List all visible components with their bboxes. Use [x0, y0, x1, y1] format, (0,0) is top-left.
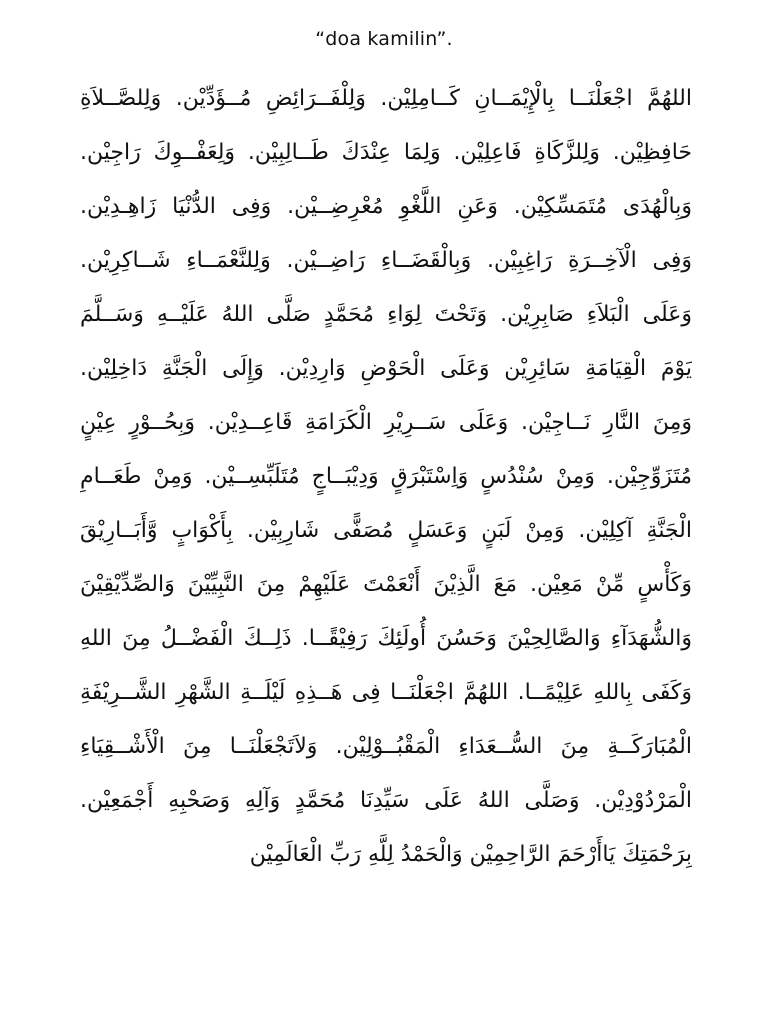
- text-line: اللهُمَّ اجْعَلْنَــا بِالْإِيْمَــانِ كَــامِلِيْن. وَلِلْفَــرَائِضِ مُــؤَدِّيْن. وَلِلصَّــلاَةِ: [80, 86, 692, 111]
- text-line: مُتَزَوِّجِيْن. وَمِنْ سُنْدُسٍ وَاِسْتَبْرَقٍ وَدِيْبَــاجٍ مُتَلَبِّسِــيْن. وَمِنْ طَعَــامِ: [80, 464, 692, 489]
- text-line: يَوْمَ الْقِيَامَةِ سَائِرِيْن وَعَلَى الْحَوْضِ وَارِدِيْن. وَإِلَى الْجَنَّةِ دَاخِلِيْن.: [80, 356, 692, 381]
- text-line: وَفِى الْآخِــرَةِ رَاغِبِيْن. وَبِالْقَضَــاءِ رَاضِــيْن. وَلِلنَّعْمَــاءِ شَــاكِرِيْن.: [80, 248, 692, 273]
- page-heading: “doa kamilin”.: [315, 28, 453, 50]
- prayer-text: [80, 72, 692, 882]
- text-line: وَعَلَى الْبَلاَءِ صَابِرِيْن. وَتَحْتَ لِوَاءِ مُحَمَّدٍ صَلَّى اللهُ عَلَيْــهِ وَسَــلَّمَ: [80, 302, 692, 327]
- text-line: وَمِنَ النَّارِ نَــاجِيْن. وَعَلَى سَــرِيْرِ الْكَرَامَةِ قَاعِــدِيْن. وَبِحُــوْرٍ عِيْنٍ: [80, 410, 692, 435]
- text-line: بِرَحْمَتِكَ يَاأَرْحَمَ الرَّاحِمِيْن وَالْحَمْدُ لِلَّهِ رَبِّ الْعَالَمِيْن: [249, 842, 692, 867]
- text-line: الْمُبَارَكَــةِ مِنَ السُّــعَدَاءِ الْمَقْبُــوْلِيْن. وَلاَتَجْعَلْنَــا مِنَ الْأَشْــقِيَاءِ: [80, 734, 692, 759]
- text-line: وَكَفَى بِاللهِ عَلِيْمًــا. اللهُمَّ اجْعَلْنَــا فِى هَــذِهِ لَيْلَــةِ الشَّهْرِ الشَّــرِيْفَةِ: [80, 680, 692, 705]
- text-line: وَكَأْسٍ مِّنْ مَعِيْن. مَعَ الَّذِيْنَ أَنْعَمْتَ عَلَيْهِمْ مِنَ النَّبِيِّيْنَ وَالصِّدِّيْقِيْنَ: [80, 572, 692, 597]
- text-line: حَافِظِيْن. وَلِلزَّكَاةِ فَاعِلِيْن. وَلِمَا عِنْدَكَ طَــالِبِيْن. وَلِعَفْــوِكَ رَاجِيْن.: [80, 140, 692, 165]
- text-line: الْمَرْدُوْدِيْن. وَصَلَّى اللهُ عَلَى سَيِّدِنَا مُحَمَّدٍ وَآلِهِ وَصَحْبِهِ أَجْمَعِيْن.: [80, 788, 692, 813]
- text-line: وَالشُّهَدَآءِ وَالصَّالِحِيْنَ وَحَسُنَ أُولَئِكَ رَفِيْقًــا. ذَلِــكَ الْفَضْــلُ مِنَ اللهِ: [80, 626, 692, 651]
- text-line: وَبِالْهُدَى مُتَمَسِّكِيْن. وَعَنِ اللَّغْوِ مُعْرِضِــيْن. وَفِى الدُّنْيَا زَاهِـدِيْن.: [80, 194, 692, 219]
- text-line: الْجَنَّةِ آكِلِيْن. وَمِنْ لَبَنٍ وَعَسَلٍ مُصَفًّى شَارِبِيْن. بِأَكْوَابٍ وَّأَبَــارِيْقَ: [80, 518, 692, 543]
